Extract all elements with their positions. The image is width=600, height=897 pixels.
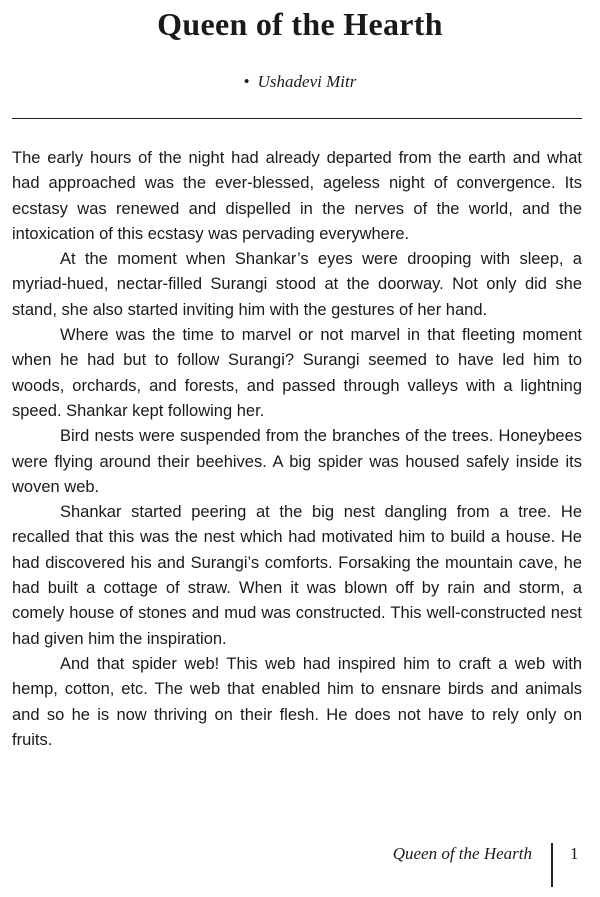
paragraph: Bird nests were suspended from the branches of the trees. Honeybees were flying around their beehives. A big spider was housed safely inside its woven web. [12,427,582,496]
paragraph: Shankar started peering at the big nest dangling from a tree. He recalled that this was the nest which had motivated him to build a house. He had discovered his and Surangi’s comforts. Forsaking the mountain cave, he had built a cottage of straw. When it was blown off by rain and storm, a comely house of stones and mud was constructed. This well-constructed nest had given him the inspiration. [12,503,582,648]
paragraph: And that spider web! This web had inspired him to craft a web with hemp, cotton, etc. The web that enabled him to ensnare birds and animals and so he is now thriving on their flesh. He does not have to rely only on fruits. [12,654,582,749]
paragraph: Where was the time to marvel or not marvel in that fleeting moment when he had but to follow Surangi? Surangi seemed to have led him to woods, orchards, and forests, and passed through valleys with a lightning speed. Shankar kept following her. [12,326,582,420]
footer-divider [551,843,553,887]
page-number: 1 [570,844,579,863]
running-footer-title: Queen of the Hearth [392,844,532,863]
author-line [0,72,600,92]
bullet-icon: • [243,72,250,91]
page-title: Queen of the Hearth [157,6,443,42]
story-body [12,146,582,753]
paragraph: At the moment when Shankar’s eyes were drooping with sleep, a myriad-hued, nectar-filled Surangi stood at the doorway. Not only did she stand, she also started inviting him with the gestures of her hand. [12,250,582,319]
paragraph: The early hours of the night had already departed from the earth and what had approached was the ever-blessed, ageless night of convergence. Its ecstasy was renewed and dispelled in the nerves of the world, and the intoxication of this ecstasy was pervading everywhere. [12,149,582,243]
author-name: Ushadevi Mitr [257,72,357,91]
title-divider [12,118,582,119]
